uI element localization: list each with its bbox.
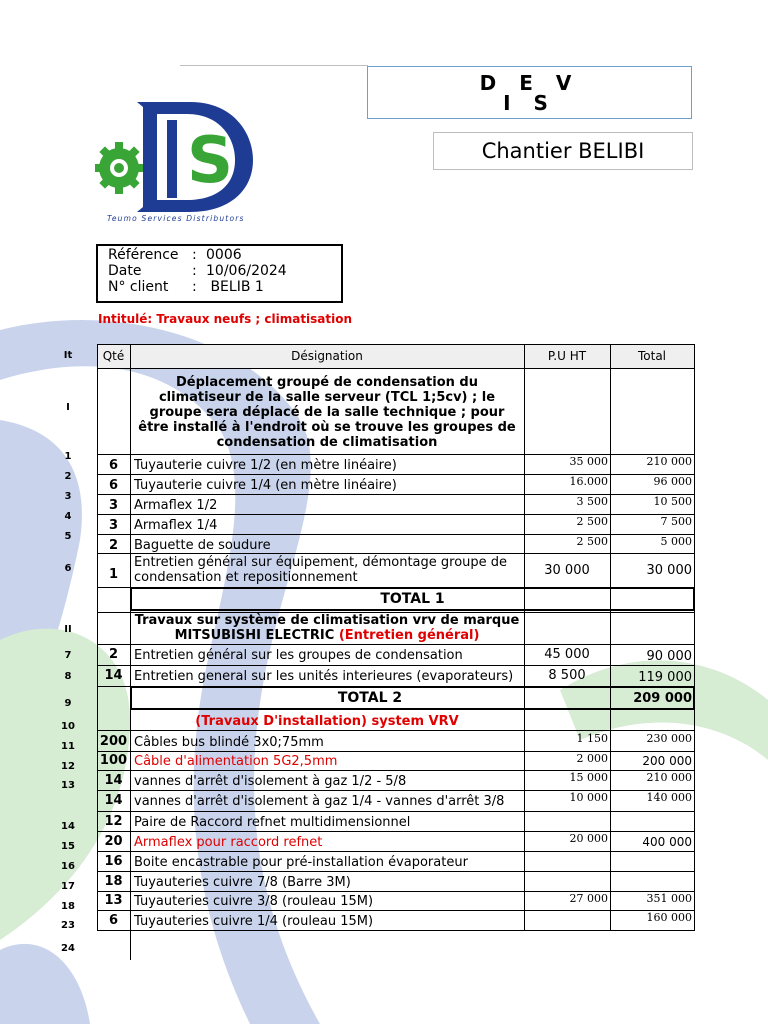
item-number: 12 bbox=[61, 761, 75, 772]
client-row: N° client : BELIB 1 bbox=[108, 279, 264, 295]
section-3-title: (Travaux D'installation) system VRV bbox=[195, 713, 459, 729]
line-unit-price: 27 000 bbox=[569, 892, 608, 905]
item-number: 24 bbox=[61, 943, 75, 954]
line-unit-price: 15 000 bbox=[569, 771, 608, 784]
item-number: 6 bbox=[64, 563, 72, 574]
item-number: 1 bbox=[64, 451, 72, 462]
line-qty: 14 bbox=[104, 668, 123, 683]
item-number: 23 bbox=[61, 920, 75, 931]
line-total: 90 000 bbox=[646, 649, 692, 664]
reference-label: Référence bbox=[108, 247, 179, 263]
line-unit-price bbox=[524, 851, 610, 871]
date-value: 10/06/2024 bbox=[206, 263, 287, 279]
row-divider bbox=[97, 344, 695, 345]
row-divider bbox=[97, 474, 695, 475]
line-qty: 14 bbox=[104, 772, 123, 788]
line-qty: 6 bbox=[108, 477, 119, 493]
line-designation: Baguette de soudure bbox=[134, 537, 271, 553]
line-designation: Tuyauteries cuivre 3/8 (rouleau 15M) bbox=[134, 894, 374, 909]
line-qty: 12 bbox=[104, 813, 123, 829]
item-number: II bbox=[64, 624, 72, 635]
line-unit-price: 20 000 bbox=[569, 832, 608, 845]
client-label: N° client bbox=[108, 279, 169, 295]
row-divider bbox=[97, 831, 695, 832]
row-divider bbox=[97, 494, 695, 495]
row-divider bbox=[97, 891, 695, 892]
item-number: 2 bbox=[64, 471, 72, 482]
line-qty: 13 bbox=[104, 893, 123, 908]
line-unit-price: 45 000 bbox=[544, 647, 590, 662]
row-divider bbox=[97, 770, 695, 771]
row-divider bbox=[97, 751, 695, 752]
header-total: Total bbox=[610, 344, 694, 368]
line-unit-price: 10 000 bbox=[569, 791, 608, 804]
line-total: 96 000 bbox=[653, 475, 692, 488]
line-designation: Armaflex pour raccord refnet bbox=[134, 834, 323, 850]
item-number: 7 bbox=[64, 650, 72, 661]
line-unit-price: 8 500 bbox=[548, 668, 586, 683]
line-total: 119 000 bbox=[638, 670, 692, 685]
line-total bbox=[610, 811, 694, 831]
logo-tagline: Teumo Services Distributors bbox=[107, 214, 245, 223]
row-divider bbox=[97, 851, 695, 852]
line-unit-price: 2 500 bbox=[576, 535, 608, 548]
line-qty: 20 bbox=[104, 833, 123, 849]
item-number: 5 bbox=[64, 531, 72, 542]
line-total: 230 000 bbox=[646, 732, 692, 745]
line-designation: Entretien général sur les groupes de condensation bbox=[134, 648, 463, 663]
line-designation: Tuyauterie cuivre 1/4 (en mètre linéaire) bbox=[134, 477, 397, 493]
total-1-label: TOTAL 1 bbox=[130, 587, 695, 611]
row-divider bbox=[97, 811, 695, 812]
line-unit-price: 2 000 bbox=[576, 752, 608, 765]
column-divider bbox=[694, 344, 695, 930]
line-qty: 14 bbox=[104, 793, 123, 808]
line-total: 351 000 bbox=[646, 892, 692, 905]
line-total: 160 000 bbox=[646, 911, 692, 924]
item-number: 11 bbox=[61, 741, 75, 752]
item-number: 18 bbox=[61, 901, 75, 912]
line-qty: 6 bbox=[108, 912, 119, 928]
chantier-label: Chantier BELIBI bbox=[481, 139, 645, 163]
line-qty: 100 bbox=[99, 753, 128, 768]
item-number: 17 bbox=[61, 881, 75, 892]
line-total: 140 000 bbox=[646, 791, 692, 804]
line-qty: 16 bbox=[104, 853, 123, 869]
item-number: 16 bbox=[61, 861, 75, 872]
line-designation: Paire de Raccord refnet multidimensionnel bbox=[134, 814, 411, 830]
item-number: 10 bbox=[61, 721, 75, 732]
line-total: 210 000 bbox=[646, 771, 692, 784]
row-divider bbox=[97, 790, 695, 791]
section-description: Déplacement groupé de condensation du climatiseur de la salle serveur (TCL 1;5cv) ; le groupe sera déplacé de la salle technique ; pour être installé à l'endroit où se trouve les groupes de condensation de climatisation bbox=[138, 374, 516, 450]
row-divider bbox=[97, 514, 695, 515]
item-number: 9 bbox=[64, 698, 72, 709]
row-divider bbox=[97, 930, 695, 931]
item-number: 15 bbox=[61, 841, 75, 852]
line-unit-price: 30 000 bbox=[544, 562, 590, 578]
line-qty: 18 bbox=[104, 873, 123, 889]
header-pu: P.U HT bbox=[524, 344, 610, 368]
line-designation: Entretien general sur les unités interieures (evaporateurs) bbox=[134, 669, 514, 684]
item-number: 13 bbox=[61, 780, 75, 791]
section-2-description bbox=[132, 613, 522, 643]
line-designation: Entretien général sur équipement, démontage groupe de condensation et repositionnement bbox=[134, 555, 508, 585]
line-total: 5 000 bbox=[660, 535, 692, 548]
line-unit-price bbox=[524, 811, 610, 831]
column-divider bbox=[130, 344, 131, 960]
line-unit-price: 1 150 bbox=[576, 732, 608, 745]
line-total: 30 000 bbox=[646, 562, 692, 578]
row-divider bbox=[97, 871, 695, 872]
row-divider bbox=[97, 534, 695, 535]
line-total bbox=[610, 851, 694, 871]
line-designation: Armaflex 1/2 bbox=[134, 497, 218, 513]
line-total: 200 000 bbox=[642, 754, 692, 768]
line-qty: 2 bbox=[108, 537, 119, 553]
line-qty: 6 bbox=[108, 457, 119, 473]
line-unit-price: 35 000 bbox=[569, 455, 608, 468]
date-row: Date : 10/06/2024 bbox=[108, 263, 287, 279]
item-number: It bbox=[63, 350, 73, 361]
item-number: 8 bbox=[64, 671, 72, 682]
section-2-subtitle: (Entretien général) bbox=[334, 628, 480, 643]
line-designation: vannes d'arrêt d'isolement à gaz 1/4 - vannes d'arrêt 3/8 bbox=[134, 794, 505, 809]
total-2-label: TOTAL 2 bbox=[337, 689, 403, 706]
line-qty: 2 bbox=[108, 647, 119, 662]
item-number: I bbox=[66, 402, 70, 413]
header-designation: Désignation bbox=[130, 344, 524, 368]
logo-letters: S bbox=[187, 124, 234, 198]
row-divider bbox=[97, 368, 695, 369]
line-designation: Tuyauterie cuivre 1/2 (en mètre linéaire) bbox=[134, 457, 397, 473]
line-designation: Câbles bus blindé 3x0;75mm bbox=[134, 734, 324, 750]
line-unit-price bbox=[524, 871, 610, 891]
row-divider bbox=[97, 910, 695, 911]
document-title: D E V I S bbox=[479, 70, 580, 115]
line-designation: Boite encastrable pour pré-installation évaporateur bbox=[134, 854, 468, 870]
line-qty: 200 bbox=[99, 733, 128, 749]
line-unit-price: 16.000 bbox=[569, 475, 608, 488]
line-total: 210 000 bbox=[646, 455, 692, 468]
intitule: Intitulé: Travaux neufs ; climatisation bbox=[98, 312, 353, 326]
line-total: 400 000 bbox=[642, 834, 692, 849]
reference-value: 0006 bbox=[206, 247, 242, 263]
line-designation: Armaflex 1/4 bbox=[134, 517, 218, 533]
line-qty: 3 bbox=[108, 517, 119, 533]
line-designation: Câble d'alimentation 5G2,5mm bbox=[134, 754, 338, 769]
total-2-value: 209 000 bbox=[633, 690, 692, 706]
line-unit-price: 2 500 bbox=[576, 515, 608, 528]
line-total: 7 500 bbox=[660, 515, 692, 528]
line-qty: 3 bbox=[108, 497, 119, 513]
line-qty: 1 bbox=[108, 566, 119, 582]
item-number: 14 bbox=[61, 821, 75, 832]
reference-row: Référence : 0006 bbox=[108, 247, 242, 263]
date-label: Date bbox=[108, 263, 142, 279]
column-divider bbox=[610, 344, 611, 930]
row-divider bbox=[97, 454, 695, 455]
column-divider bbox=[97, 344, 98, 930]
column-divider bbox=[524, 344, 525, 930]
line-unit-price: 3 500 bbox=[576, 495, 608, 508]
client-value: BELIB 1 bbox=[206, 279, 264, 295]
header-qty: Qté bbox=[97, 344, 130, 368]
section-2-title: Travaux sur système de climatisation vrv de marque MITSUBISHI ELECTRIC bbox=[134, 613, 520, 643]
item-number: 4 bbox=[64, 511, 72, 522]
line-designation: vannes d'arrêt d'isolement à gaz 1/2 - 5/8 bbox=[134, 773, 407, 789]
line-unit-price bbox=[524, 910, 610, 930]
line-total: 10 500 bbox=[653, 495, 692, 508]
line-designation: Tuyauteries cuivre 1/4 (rouleau 15M) bbox=[134, 913, 374, 929]
line-designation: Tuyauteries cuivre 7/8 (Barre 3M) bbox=[134, 874, 351, 890]
line-total bbox=[610, 871, 694, 891]
item-number: 3 bbox=[64, 491, 72, 502]
